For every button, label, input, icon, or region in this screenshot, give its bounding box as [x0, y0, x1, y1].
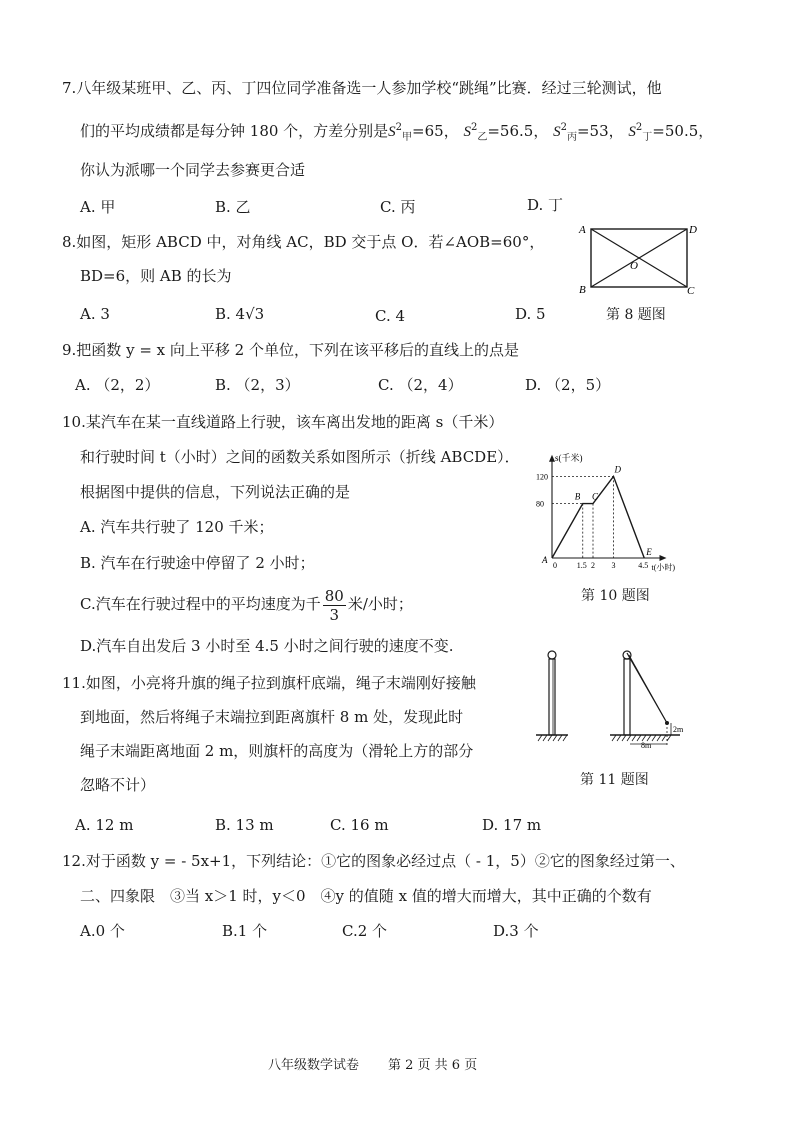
q7-sub-yi: 乙	[477, 132, 488, 143]
point-label-b: B	[574, 491, 581, 502]
q10-option-c-unit: 米/小时；	[347, 595, 413, 613]
q8-line2: BD=6，则 AB 的长为	[80, 267, 232, 285]
q11-line3: 绳子末端距离地面 2 m，则旗杆的高度为（滑轮上方的部分	[80, 742, 474, 760]
x-tick-label: 1.5	[576, 561, 587, 570]
q7-sub-jia: 甲	[402, 132, 413, 143]
x-axis-arrow	[660, 555, 667, 561]
q7-variance-yi: =56.5，	[487, 122, 549, 140]
x-axis-label: t(小时)	[651, 563, 676, 572]
q7-variance-jia: =65，	[412, 122, 459, 140]
q7-option-d: D. 丁	[527, 196, 564, 214]
q10-fraction-denominator: 3	[329, 605, 340, 624]
q11-option-a: A. 12 m	[75, 816, 134, 834]
q10-option-a: A. 汽车共行驶了 120 千米；	[80, 518, 274, 536]
q8-line1: 8.如图，矩形 ABCD 中，对角线 AC，BD 交于点 O．若∠AOB=60°，	[62, 233, 545, 251]
q9-option-b: B. （2，3）	[215, 376, 300, 394]
q11-label-2m: 2m	[673, 725, 684, 734]
q12-option-c: C.2 个	[342, 922, 388, 940]
x-tick-label: 2	[591, 561, 595, 570]
q9-option-a: A. （2，2）	[75, 376, 160, 394]
q7-line3: 你认为派哪一个同学去参赛更合适	[80, 161, 306, 179]
q11-option-c: C. 16 m	[330, 816, 389, 834]
q8-label-d: D	[689, 224, 697, 236]
q7-line1: 7.八年级某班甲、乙、丙、丁四位同学准备选一人参加学校“跳绳”比赛．经过三轮测试，他	[62, 79, 662, 97]
x-tick-label: 3	[611, 561, 616, 570]
q12-line2: 二、四象限 ③当 x＞1 时，y＜0 ④y 的值随 x 值的增大而增大，其中正确的个数有	[80, 887, 652, 905]
q10-option-d: D.汽车自出发后 3 小时至 4.5 小时之间行驶的速度不变.	[80, 637, 454, 655]
q11-flagpole-figure	[530, 645, 690, 750]
q9-option-c: C. （2，4）	[378, 376, 463, 394]
q11-line4: 忽略不计）	[80, 776, 156, 794]
q11-figure-caption: 第 11 题图	[580, 772, 649, 788]
q10-fraction-numerator: 80	[324, 586, 344, 605]
q10-line3: 根据图中提供的信息，下列说法正确的是	[80, 483, 351, 501]
q11-option-d: D. 17 m	[482, 816, 542, 834]
q12-line1: 12.对于函数 y = - 5x+1，下列结论：①它的图象必经过点（ - 1，5）②它的图象经过第一、	[62, 852, 685, 870]
q7-option-a: A. 甲	[80, 198, 116, 216]
q11-line1: 11.如图，小亮将升旗的绳子拉到旗杆底端，绳子末端刚好接触	[62, 674, 476, 692]
point-label-a: A	[542, 555, 548, 565]
q7-variance-bing: =53，	[576, 122, 624, 140]
q11-label-8m: 8m	[641, 741, 652, 750]
q7-variance-ding: =50.5，	[652, 122, 714, 140]
q8-label-o: O	[630, 260, 638, 272]
q8-label-c: C	[687, 285, 695, 297]
q10-option-c-text: C.汽车在行驶过程中的平均速度为千	[80, 595, 321, 613]
q10-fraction	[323, 587, 346, 624]
q10-graph	[530, 440, 700, 575]
point-label-d: D	[614, 464, 621, 475]
q12-option-a: A.0 个	[80, 922, 125, 940]
q7-line2-text: 们的平均成绩都是每分钟 180 个，方差分别是	[80, 122, 389, 140]
q7-option-c: C. 丙	[380, 198, 416, 216]
q10-figure-caption: 第 10 题图	[581, 588, 650, 604]
q12-option-d: D.3 个	[493, 922, 539, 940]
q11-line2: 到地面，然后将绳子末端拉到距离旗杆 8 m 处，发现此时	[80, 708, 464, 726]
q9-option-d: D. （2，5）	[525, 376, 611, 394]
y-axis-label: s(千米)	[555, 452, 583, 463]
footer-page-number: 第 2 页 共 6 页	[388, 1058, 478, 1073]
q9-line1: 9.把函数 y = x 向上平移 2 个单位，下列在该平移后的直线上的点是	[62, 341, 519, 359]
q8-label-a: A	[579, 224, 586, 236]
y-tick-label: 120	[536, 472, 548, 482]
q8-figure-caption: 第 8 题图	[606, 307, 666, 323]
q11-option-b: B. 13 m	[215, 816, 274, 834]
q8-option-c: C. 4	[375, 307, 406, 325]
q10-option-c	[80, 584, 413, 624]
x-tick-label: 4.5	[638, 561, 649, 570]
point-label-e: E	[646, 547, 652, 557]
q8-rectangle-figure	[575, 222, 697, 297]
point-label-c: C	[592, 491, 599, 502]
q8-option-b: B. 4√3	[215, 305, 265, 323]
q10-line2: 和行驶时间 t（小时）之间的函数关系如图所示（折线 ABCDE）．	[80, 448, 520, 466]
q8-option-d: D. 5	[515, 305, 546, 323]
q7-line2: 们的平均成绩都是每分钟 180 个，方差分别是$S^2_甲=65$， $S^2_乙=56.5$， $S^2_丙=53$， $S^2_丁=50.5$，	[80, 122, 714, 143]
q7-option-b: B. 乙	[215, 198, 251, 216]
q12-option-b: B.1 个	[222, 922, 268, 940]
q8-option-a: A. 3	[80, 305, 110, 323]
footer-subject: 八年级数学试卷	[268, 1058, 360, 1073]
q7-sub-ding: 丁	[642, 132, 653, 143]
q10-option-b: B. 汽车在行驶途中停留了 2 小时；	[80, 554, 315, 572]
series-line	[552, 476, 644, 558]
q7-sub-bing: 丙	[566, 132, 577, 143]
q10-line1: 10.某汽车在某一直线道路上行驶，该车离出发地的距离 s（千米）	[62, 413, 504, 431]
y-tick-label: 80	[536, 499, 544, 509]
q8-label-b: B	[579, 284, 586, 296]
x-tick-label: 0	[553, 561, 557, 570]
